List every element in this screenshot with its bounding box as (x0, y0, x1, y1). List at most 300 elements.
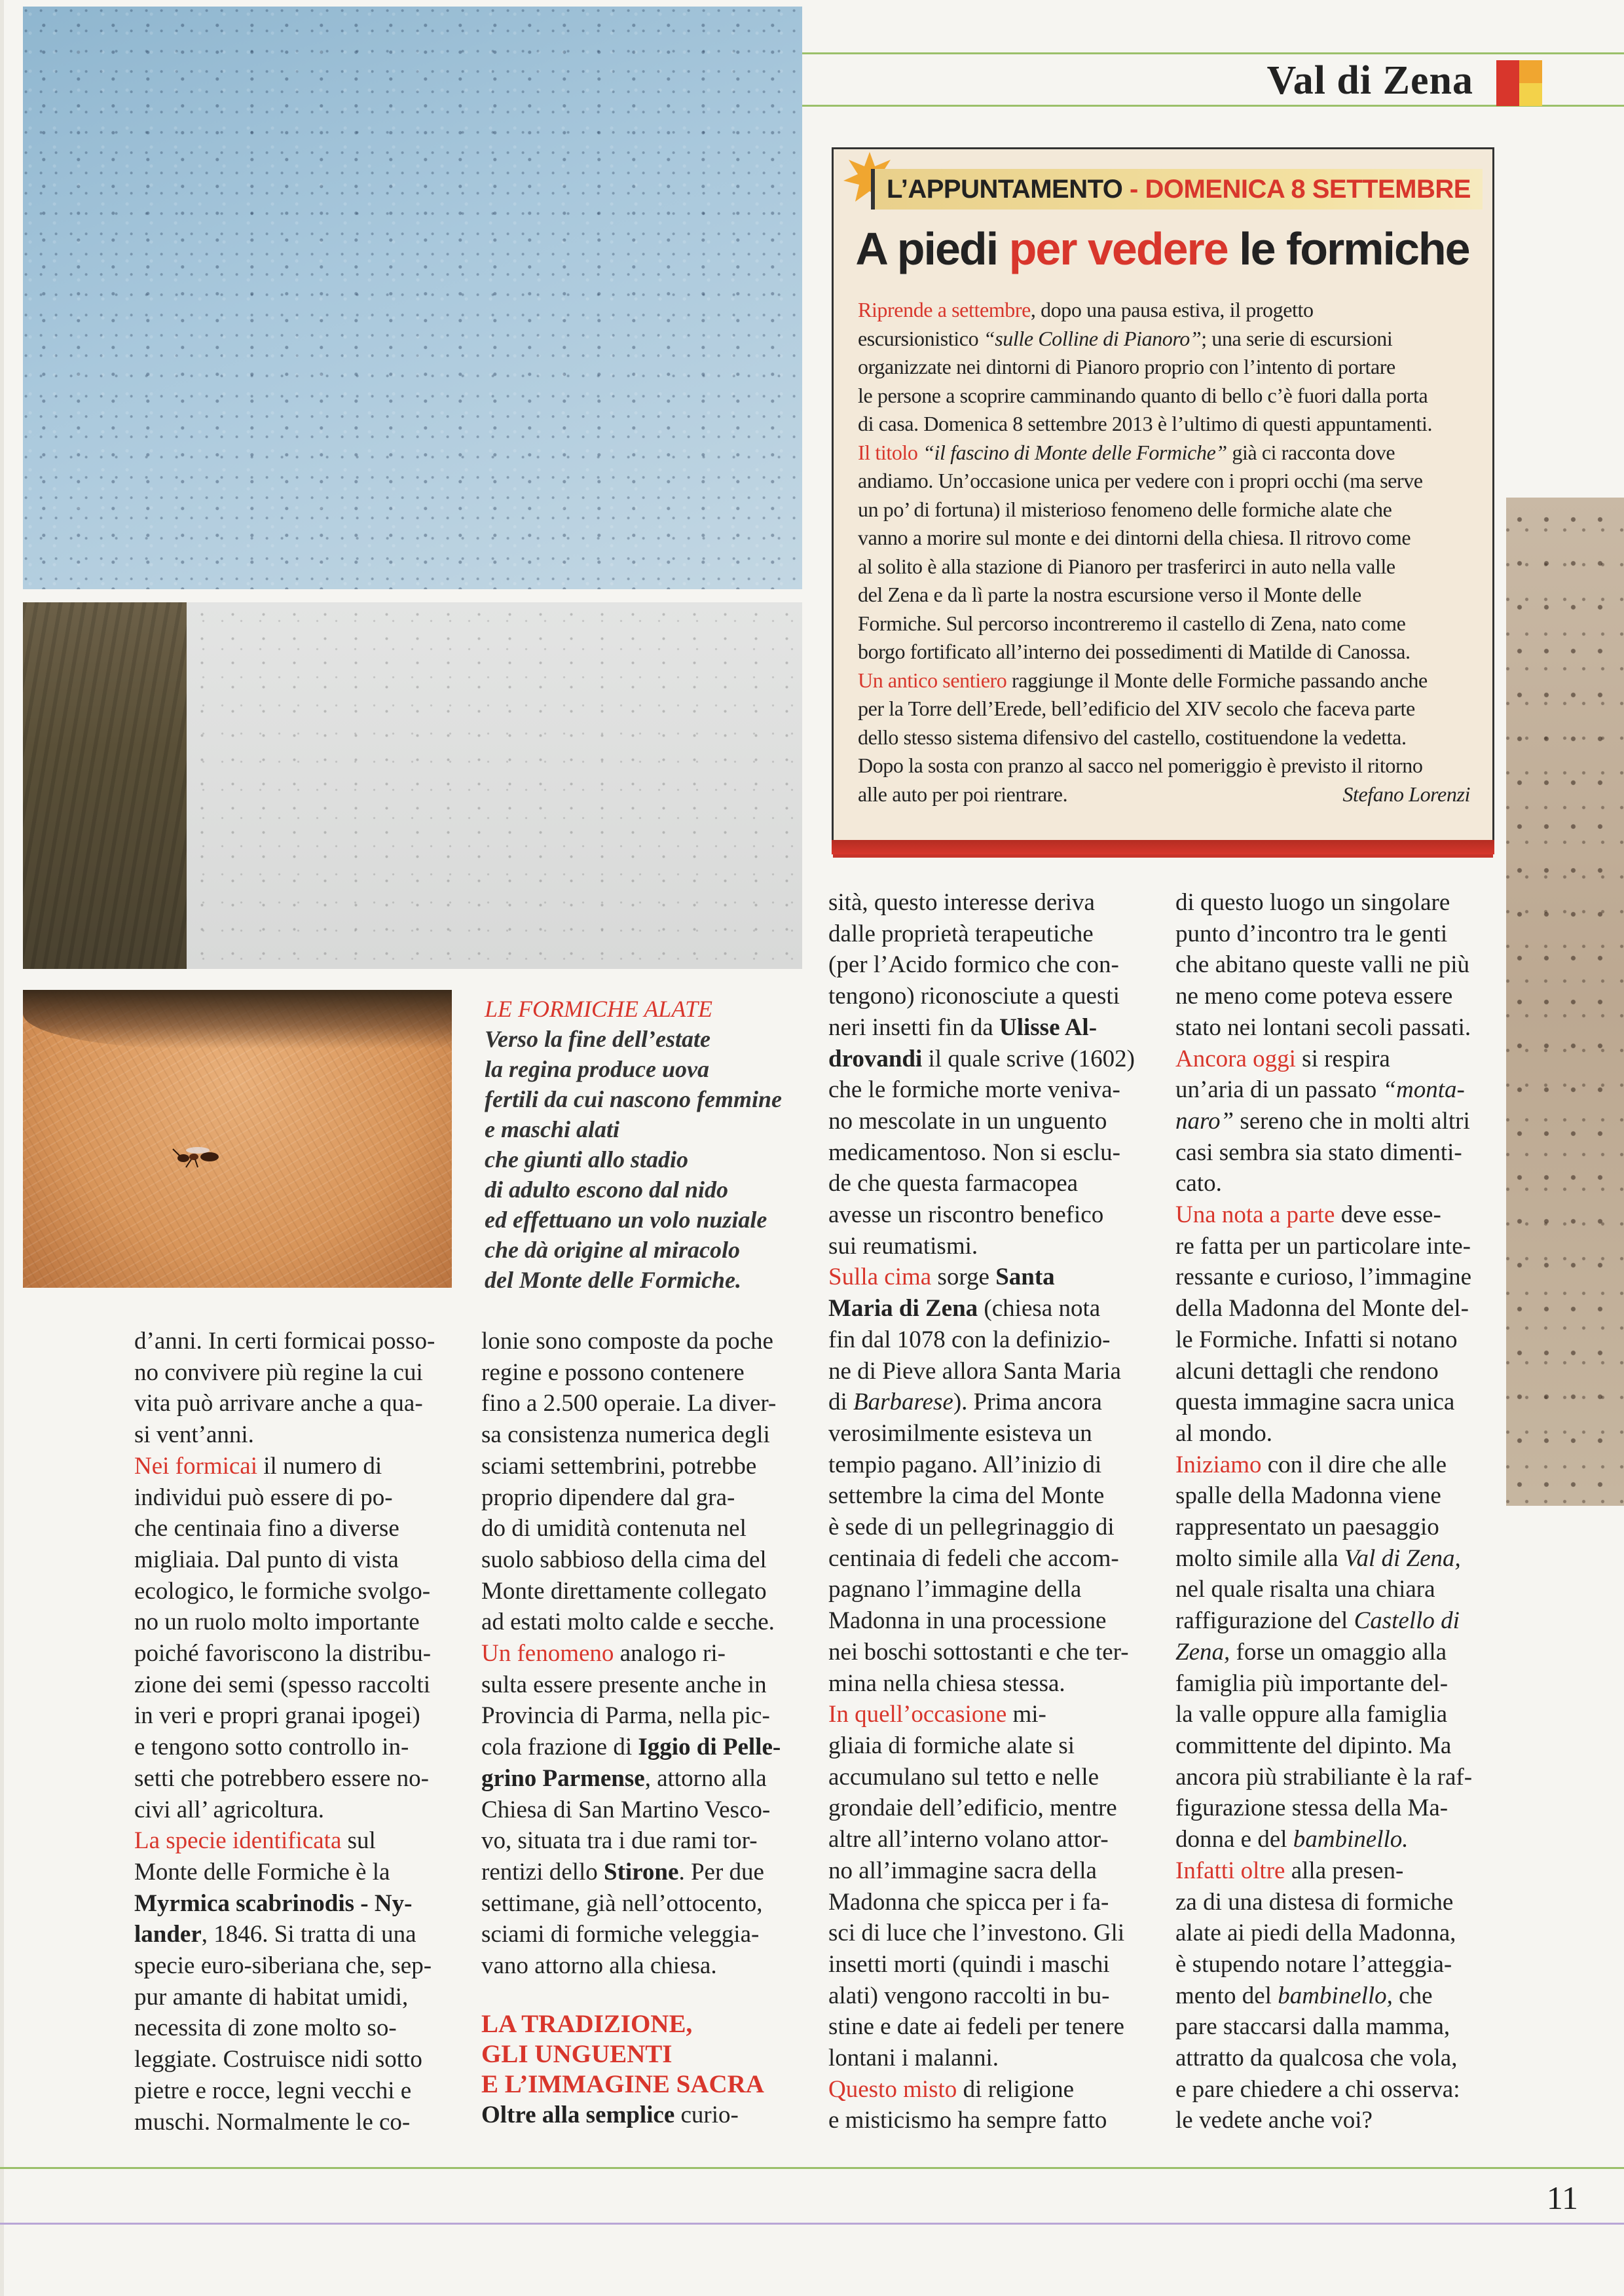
text-line (481, 1795, 796, 1826)
text-run: Dopo la sosta con pranzo al sacco nel pomeriggio è previsto il ritorno (858, 754, 1423, 777)
text-run: e misticismo ha sempre fatto (828, 2107, 1107, 2134)
text-run: Maria di Zena (828, 1295, 978, 1322)
text-line (481, 1419, 796, 1451)
text-run: “sulle Colline di Pianoro” (983, 326, 1202, 350)
text-run: de che questa farmacopea (828, 1170, 1079, 1197)
text-line (828, 1012, 1146, 1044)
text-run: Riprende a settembre (858, 298, 1031, 321)
text-run: mento del (1175, 1982, 1278, 2009)
text-line (828, 981, 1146, 1012)
text-run: casi sembra sia stato dimenti- (1175, 1139, 1462, 1166)
text-line (1175, 1605, 1493, 1637)
text-line (828, 2074, 1146, 2105)
text-line (1175, 1980, 1493, 2012)
column-2-text (481, 1326, 796, 1982)
text-line (1175, 1480, 1493, 1512)
text-run: forse un omaggio alla (1230, 1638, 1447, 1666)
text-line (481, 1576, 796, 1607)
text-run: committente del dipinto. Ma (1175, 1732, 1452, 1759)
text-line (134, 1857, 452, 1888)
text-line (481, 1482, 796, 1514)
text-run: cato. (1175, 1170, 1222, 1197)
text-run: lonie sono composte da poche (481, 1328, 773, 1355)
caption-line: fertili da cui nascono femmine (485, 1086, 782, 1112)
text-line (1175, 1543, 1493, 1575)
text-line (481, 1638, 796, 1669)
text-line (828, 887, 1146, 919)
text-run: del Zena e da lì parte la nostra escursione verso il Monte delle (858, 583, 1361, 606)
text-line (1175, 887, 1493, 919)
photo-grey-sky (187, 602, 802, 969)
text-run: per la Torre dell’Erede, bell’edificio del XIV secolo che faceva parte (858, 697, 1415, 720)
text-line (828, 1574, 1146, 1605)
text-run: il numero di (257, 1452, 382, 1480)
text-line (1175, 1668, 1493, 1700)
text-line (828, 1293, 1146, 1324)
text-line (858, 553, 1470, 581)
text-line (481, 1763, 796, 1795)
text-line (828, 1168, 1146, 1199)
text-run: fin dal 1078 con la definizio- (828, 1326, 1111, 1353)
text-line (828, 1887, 1146, 1918)
text-run: è stupendo notare l’atteggia- (1175, 1950, 1452, 1978)
text-line (134, 1482, 452, 1514)
text-run: escursionistico (858, 326, 984, 350)
text-line (134, 2075, 452, 2107)
text-run: Ulisse Al- (999, 1013, 1098, 1041)
caption-line: la regina produce uova (485, 1056, 710, 1082)
text-run: con il dire che alle (1261, 1451, 1447, 1478)
text-run: lander (134, 1921, 202, 1948)
text-run: specie euro-siberiana che, sep- (134, 1952, 432, 1980)
text-run: ad estati molto calde e secche. (481, 1609, 775, 1636)
text-line (1175, 1793, 1493, 1824)
text-run: al solito è alla stazione di Pianoro per trasferirci in auto nella valle (858, 554, 1395, 578)
text-line (134, 1732, 452, 1763)
event-body (858, 296, 1470, 809)
text-run: alcuni dettagli che rendono (1175, 1357, 1439, 1385)
text-line (1175, 1918, 1493, 1949)
text-line (858, 353, 1470, 382)
article-column-4 (1175, 887, 1493, 2136)
text-run: , dopo una pausa estiva, il progetto (1030, 298, 1314, 321)
text-line (828, 1949, 1146, 1980)
text-run: d’anni. In certi formicai posso- (134, 1328, 435, 1355)
photo-ant-swarm-detail (1506, 498, 1624, 1506)
text-run: si respira (1295, 1045, 1390, 1072)
text-line (134, 2107, 452, 2138)
text-line (134, 1669, 452, 1701)
caption-line: e maschi alati (485, 1116, 619, 1142)
text-run: nei boschi sottostanti e che ter- (828, 1638, 1129, 1666)
text-run: pur amante di habitat umidi, (134, 1983, 409, 2011)
header-rule (802, 52, 1624, 54)
text-run: (per l’Acido formico che con- (828, 951, 1119, 979)
text-line (1175, 1418, 1493, 1449)
text-line (1175, 1637, 1493, 1668)
text-run: . Per due (678, 1858, 764, 1886)
text-run: no un ruolo molto importante (134, 1609, 420, 1636)
text-run: spalle della Madonna viene (1175, 1482, 1441, 1510)
text-line (828, 1356, 1146, 1387)
text-run: setti che potrebbero essere no- (134, 1764, 429, 1792)
text-line (858, 439, 1470, 467)
text-run: alla presen- (1285, 1857, 1404, 1884)
text-run: le Formiche. Infatti si notano (1175, 1326, 1458, 1353)
text-run: e pare chiedere a chi osserva: (1175, 2075, 1460, 2103)
text-run: centinaia di fedeli che accom- (828, 1544, 1119, 1572)
text-run: Castello di (1354, 1607, 1460, 1635)
text-run: deve esse- (1335, 1201, 1441, 1229)
text-line (134, 1795, 452, 1826)
text-line (858, 382, 1470, 410)
text-run: sità, questo interesse deriva (828, 889, 1095, 916)
text-line (1175, 1824, 1493, 1855)
text-run: le persone a scoprire camminando quanto di bello c’è fuori dalla porta (858, 383, 1428, 407)
text-line (828, 1262, 1146, 1293)
text-line (481, 1326, 796, 1357)
text-run: lontani i malanni. (828, 2045, 999, 2072)
text-run: sa consistenza numerica degli (481, 1421, 770, 1449)
text-run: ne di Pieve allora Santa Maria (828, 1357, 1121, 1385)
text-line (1175, 1106, 1493, 1137)
text-line (134, 1950, 452, 1982)
text-run: le vedete anche voi? (1175, 2107, 1373, 2134)
text-run: La specie identificata (134, 1827, 342, 1855)
text-line (828, 1543, 1146, 1575)
text-run: cola frazione di (481, 1734, 638, 1761)
text-run: poiché favoriscono la distribu- (134, 1640, 432, 1667)
text-run: della Madonna del Monte del- (1175, 1295, 1469, 1322)
text-run: do di umidità contenuta nel (481, 1515, 747, 1542)
text-line (858, 296, 1470, 325)
caption-line: ed effettuano un volo nuziale (485, 1207, 767, 1233)
text-line (134, 1825, 452, 1857)
text-run: ne meno come poteva essere (1175, 983, 1453, 1010)
subhead-line: LA TRADIZIONE, (481, 2009, 693, 2038)
text-run: sorge (931, 1264, 996, 1291)
text-line (1175, 2105, 1493, 2136)
text-line (858, 752, 1470, 780)
event-kicker (871, 169, 1483, 210)
text-line (828, 1324, 1146, 1356)
text-line (1175, 981, 1493, 1012)
text-run: e tengono sotto controllo in- (134, 1734, 409, 1761)
text-line (1175, 1512, 1493, 1543)
text-line (1175, 1262, 1493, 1293)
text-run: sui reumatismi. (828, 1232, 978, 1260)
text-line (858, 325, 1470, 354)
text-line (134, 1700, 452, 1732)
text-run: al mondo. (1175, 1419, 1272, 1447)
text-run: raggiunge il Monte delle Formiche passando anche (1006, 668, 1428, 692)
subhead-line: GLI UNGUENTI (481, 2039, 673, 2068)
text-run: si vent’anni. (134, 1421, 254, 1449)
text-run: raffigurazione del (1175, 1607, 1354, 1635)
text-line (828, 1793, 1146, 1824)
text-run: proprio dipendere dal gra- (481, 1484, 735, 1511)
text-line (828, 2105, 1146, 2136)
text-line (134, 1513, 452, 1544)
text-line (828, 1137, 1146, 1169)
text-line (828, 1044, 1146, 1075)
text-run: punto d’incontro tra le genti (1175, 920, 1448, 947)
text-line (1175, 1074, 1493, 1106)
text-line (134, 1357, 452, 1389)
text-line (1175, 1887, 1493, 1918)
text-run: Madonna che spicca per i fa- (828, 1888, 1109, 1916)
text-run: che abitano queste valli ne più (1175, 951, 1469, 979)
caption-line: di adulto escono dal nido (485, 1176, 729, 1203)
text-line (858, 695, 1470, 723)
text-line (1175, 1012, 1493, 1044)
text-run: Provincia di Parma, nella pic- (481, 1702, 770, 1730)
text-line (828, 1855, 1146, 1887)
text-run: Sulla cima (828, 1264, 932, 1291)
text-run: altre all’interno volano attor- (828, 1826, 1109, 1853)
text-run: regine e possono contenere (481, 1358, 745, 1386)
text-line (134, 1388, 452, 1419)
text-run: molto simile alla (1175, 1544, 1344, 1572)
text-run: che centinaia fino a diverse (134, 1515, 399, 1542)
text-run: dalle proprietà terapeutiche (828, 920, 1094, 947)
text-run: è sede di un pellegrinaggio di (828, 1514, 1115, 1541)
text-line (134, 1919, 452, 1950)
photo-caption (485, 994, 825, 1295)
text-line (828, 2011, 1146, 2043)
text-run: stato nei lontani secoli passati. (1175, 1013, 1471, 1041)
text-line (858, 723, 1470, 752)
text-line (134, 1326, 452, 1357)
text-run: medicamentoso. Non si esclu- (828, 1139, 1120, 1166)
text-run: che le formiche morte veniva- (828, 1076, 1120, 1104)
text-run: un’aria di un passato (1175, 1076, 1383, 1104)
text-run: gliaia di formiche alate si (828, 1732, 1075, 1759)
event-box-bottom-bar (832, 840, 1494, 854)
text-line (1175, 1324, 1493, 1356)
text-run: Santa (995, 1264, 1055, 1291)
text-run: accumulano sul tetto e nelle (828, 1763, 1099, 1791)
text-line (134, 1982, 452, 2013)
text-run: ressante e curioso, l’immagine (1175, 1264, 1472, 1291)
text-line (481, 1669, 796, 1701)
text-run: sul (341, 1827, 376, 1855)
text-line (1175, 1168, 1493, 1199)
text-run: fino a 2.500 operaie. La diver- (481, 1390, 777, 1417)
text-line (1175, 1044, 1493, 1075)
text-line (858, 467, 1470, 496)
text-run: rappresentato un paesaggio (1175, 1514, 1439, 1541)
text-run: Iggio di Pelle- (638, 1734, 781, 1761)
text-run: attratto da qualcosa che vola, (1175, 2045, 1458, 2072)
text-run: Una nota a parte (1175, 1201, 1335, 1229)
text-line (858, 524, 1470, 553)
text-run: bambinello, (1278, 1982, 1393, 2009)
text-run: In quell’occasione (828, 1701, 1007, 1728)
text-run: avesse un riscontro benefico (828, 1201, 1104, 1229)
section-title: Val di Zena (1266, 58, 1473, 103)
text-run: grondaie dell’edificio, mentre (828, 1795, 1117, 1822)
text-run: già ci racconta dove (1227, 440, 1395, 464)
text-run: la valle oppure alla famiglia (1175, 1701, 1448, 1728)
text-run: donna e del (1175, 1826, 1293, 1853)
text-line (134, 1888, 452, 1920)
text-line (858, 638, 1470, 666)
text-run: questa immagine sacra unica (1175, 1389, 1455, 1416)
text-run: settimane, già nell’ottocento, (481, 1889, 763, 1917)
title-part-3: le formiche (1239, 223, 1469, 274)
article-column-2 (481, 1326, 796, 2130)
text-line (481, 1451, 796, 1482)
text-line (481, 1388, 796, 1419)
text-line (858, 666, 1470, 695)
text-line (828, 1106, 1146, 1137)
text-run: migliaia. Dal punto di vista (134, 1546, 399, 1573)
title-part-1: A piedi (855, 223, 998, 274)
text-run: pietre e rocce, legni vecchi e (134, 2077, 412, 2104)
text-run: di (828, 1389, 854, 1416)
text-run: Un fenomeno (481, 1640, 614, 1667)
text-line (1175, 1293, 1493, 1324)
text-line (134, 1638, 452, 1669)
text-run: sci di luce che l’investono. Gli (828, 1920, 1125, 1947)
text-line (134, 1763, 452, 1795)
text-run: vita può arrivare anche a qua- (134, 1390, 423, 1417)
text-run: leggiate. Costruisce nidi sotto (134, 2046, 422, 2073)
text-run: insetti morti (quindi i maschi (828, 1950, 1110, 1978)
text-run: Questo misto (828, 2075, 957, 2103)
text-run: Il titolo (858, 440, 918, 464)
text-line (134, 1419, 452, 1451)
text-run: zione dei semi (spesso raccolti (134, 1671, 431, 1698)
text-line (828, 949, 1146, 981)
caption-line: che giunti allo stadio (485, 1146, 689, 1173)
text-run: pare staccarsi dalla mamma, (1175, 2013, 1450, 2041)
text-run: bambinello. (1293, 1826, 1409, 1853)
footer-rule (0, 2167, 1624, 2169)
text-run: alati) vengono raccolti in bu- (828, 1982, 1110, 2009)
text-line (1175, 1762, 1493, 1793)
text-run: naro” (1175, 1107, 1234, 1135)
text-run: analogo ri- (614, 1640, 726, 1667)
caption-line: che dà origine al miracolo (485, 1237, 740, 1263)
text-line (1175, 1356, 1493, 1387)
text-run: il quale scrive (1602) (922, 1045, 1135, 1072)
text-run: tengono) riconosciute a questi (828, 983, 1120, 1010)
article-column-3 (828, 887, 1146, 2136)
text-run: ). Prima ancora (953, 1389, 1102, 1416)
text-run: figurazione stessa della Ma- (1175, 1795, 1449, 1822)
text-run: re fatta per un particolare inte- (1175, 1232, 1471, 1260)
text-line (481, 1357, 796, 1389)
text-line (134, 2013, 452, 2044)
caption-line: del Monte delle Formiche. (485, 1267, 741, 1293)
text-run: vo, situata tra i due rami tor- (481, 1827, 758, 1855)
text-run: Madonna in una processione (828, 1607, 1107, 1635)
kicker-label: L’APPUNTAMENTO (887, 175, 1123, 204)
text-line (828, 1980, 1146, 2012)
text-line (481, 1857, 796, 1888)
text-line (828, 1605, 1146, 1637)
text-run: Val di Zena, (1344, 1544, 1461, 1572)
text-line (134, 2044, 452, 2075)
text-line (481, 1700, 796, 1732)
text-line (1175, 1137, 1493, 1169)
text-run: famiglia più importante del- (1175, 1669, 1449, 1697)
text-run: organizzate nei dintorni di Pianoro proprio con l’intento di portare (858, 355, 1395, 378)
text-run: Chiesa di San Martino Vesco- (481, 1796, 771, 1823)
text-line (481, 1607, 796, 1638)
text-run: vano attorno alla chiesa. (481, 1952, 717, 1980)
text-line (1175, 919, 1493, 950)
text-run: un po’ di fortuna) il misterioso fenomeno delle formiche alate che (858, 497, 1392, 521)
subhead-line: E L’IMMAGINE SACRA (481, 2069, 764, 2098)
text-line (828, 2043, 1146, 2074)
text-run: no convivere più regine la cui (134, 1358, 423, 1386)
text-run (918, 441, 923, 464)
event-title (835, 223, 1490, 275)
text-line (1175, 1699, 1493, 1730)
section-logo-icon (1496, 60, 1542, 106)
photo-stone-wall (23, 602, 187, 969)
text-run: in veri e propri granai ipogei) (134, 1702, 420, 1730)
text-run: drovandi (828, 1045, 923, 1072)
text-run: che (1392, 1982, 1433, 2009)
text-run: sulta essere presente anche in (481, 1671, 767, 1698)
caption-line: Verso la fine dell’estate (485, 1026, 710, 1052)
text-line (481, 2100, 796, 2131)
text-line (481, 1950, 796, 1982)
text-line (828, 1668, 1146, 1700)
text-line (1175, 2074, 1493, 2105)
text-line (828, 1480, 1146, 1512)
winged-ant-icon (172, 1142, 231, 1169)
text-line (828, 1699, 1146, 1730)
text-line (858, 496, 1470, 524)
text-line (1175, 1449, 1493, 1481)
text-line (828, 1199, 1146, 1231)
text-run: Monte delle Formiche è la (134, 1858, 390, 1886)
author-signature: Stefano Lorenzi (1342, 782, 1470, 806)
text-line (858, 410, 1470, 439)
text-run: mi- (1006, 1701, 1046, 1728)
text-line (134, 1451, 452, 1482)
photo-swarm-sky (23, 7, 802, 589)
text-line (481, 1825, 796, 1857)
text-line (1175, 1574, 1493, 1605)
column-2-tail (481, 2100, 796, 2131)
text-run: mina nella chiesa stessa. (828, 1669, 1065, 1697)
text-run: Ancora oggi (1175, 1045, 1296, 1072)
text-run: suolo sabbioso della cima del (481, 1546, 767, 1573)
text-line (481, 1732, 796, 1763)
text-line (481, 1544, 796, 1576)
text-run: sereno che in molti altri (1234, 1107, 1470, 1135)
text-run: muschi. Normalmente le co- (134, 2108, 411, 2136)
text-run: tempio pagano. All’inizio di (828, 1451, 1102, 1478)
text-line (1175, 2011, 1493, 2043)
text-line (828, 1387, 1146, 1418)
text-line (858, 610, 1470, 638)
text-run: neri insetti fin da (828, 1013, 999, 1041)
text-run: (chiesa nota (978, 1295, 1101, 1322)
text-run: Nei formicai (134, 1452, 257, 1480)
article-column-1 (134, 1326, 452, 2138)
text-line (828, 1449, 1146, 1481)
text-run: ; una serie di escursioni (1201, 326, 1393, 350)
text-line (828, 1074, 1146, 1106)
text-line (1175, 2043, 1493, 2074)
